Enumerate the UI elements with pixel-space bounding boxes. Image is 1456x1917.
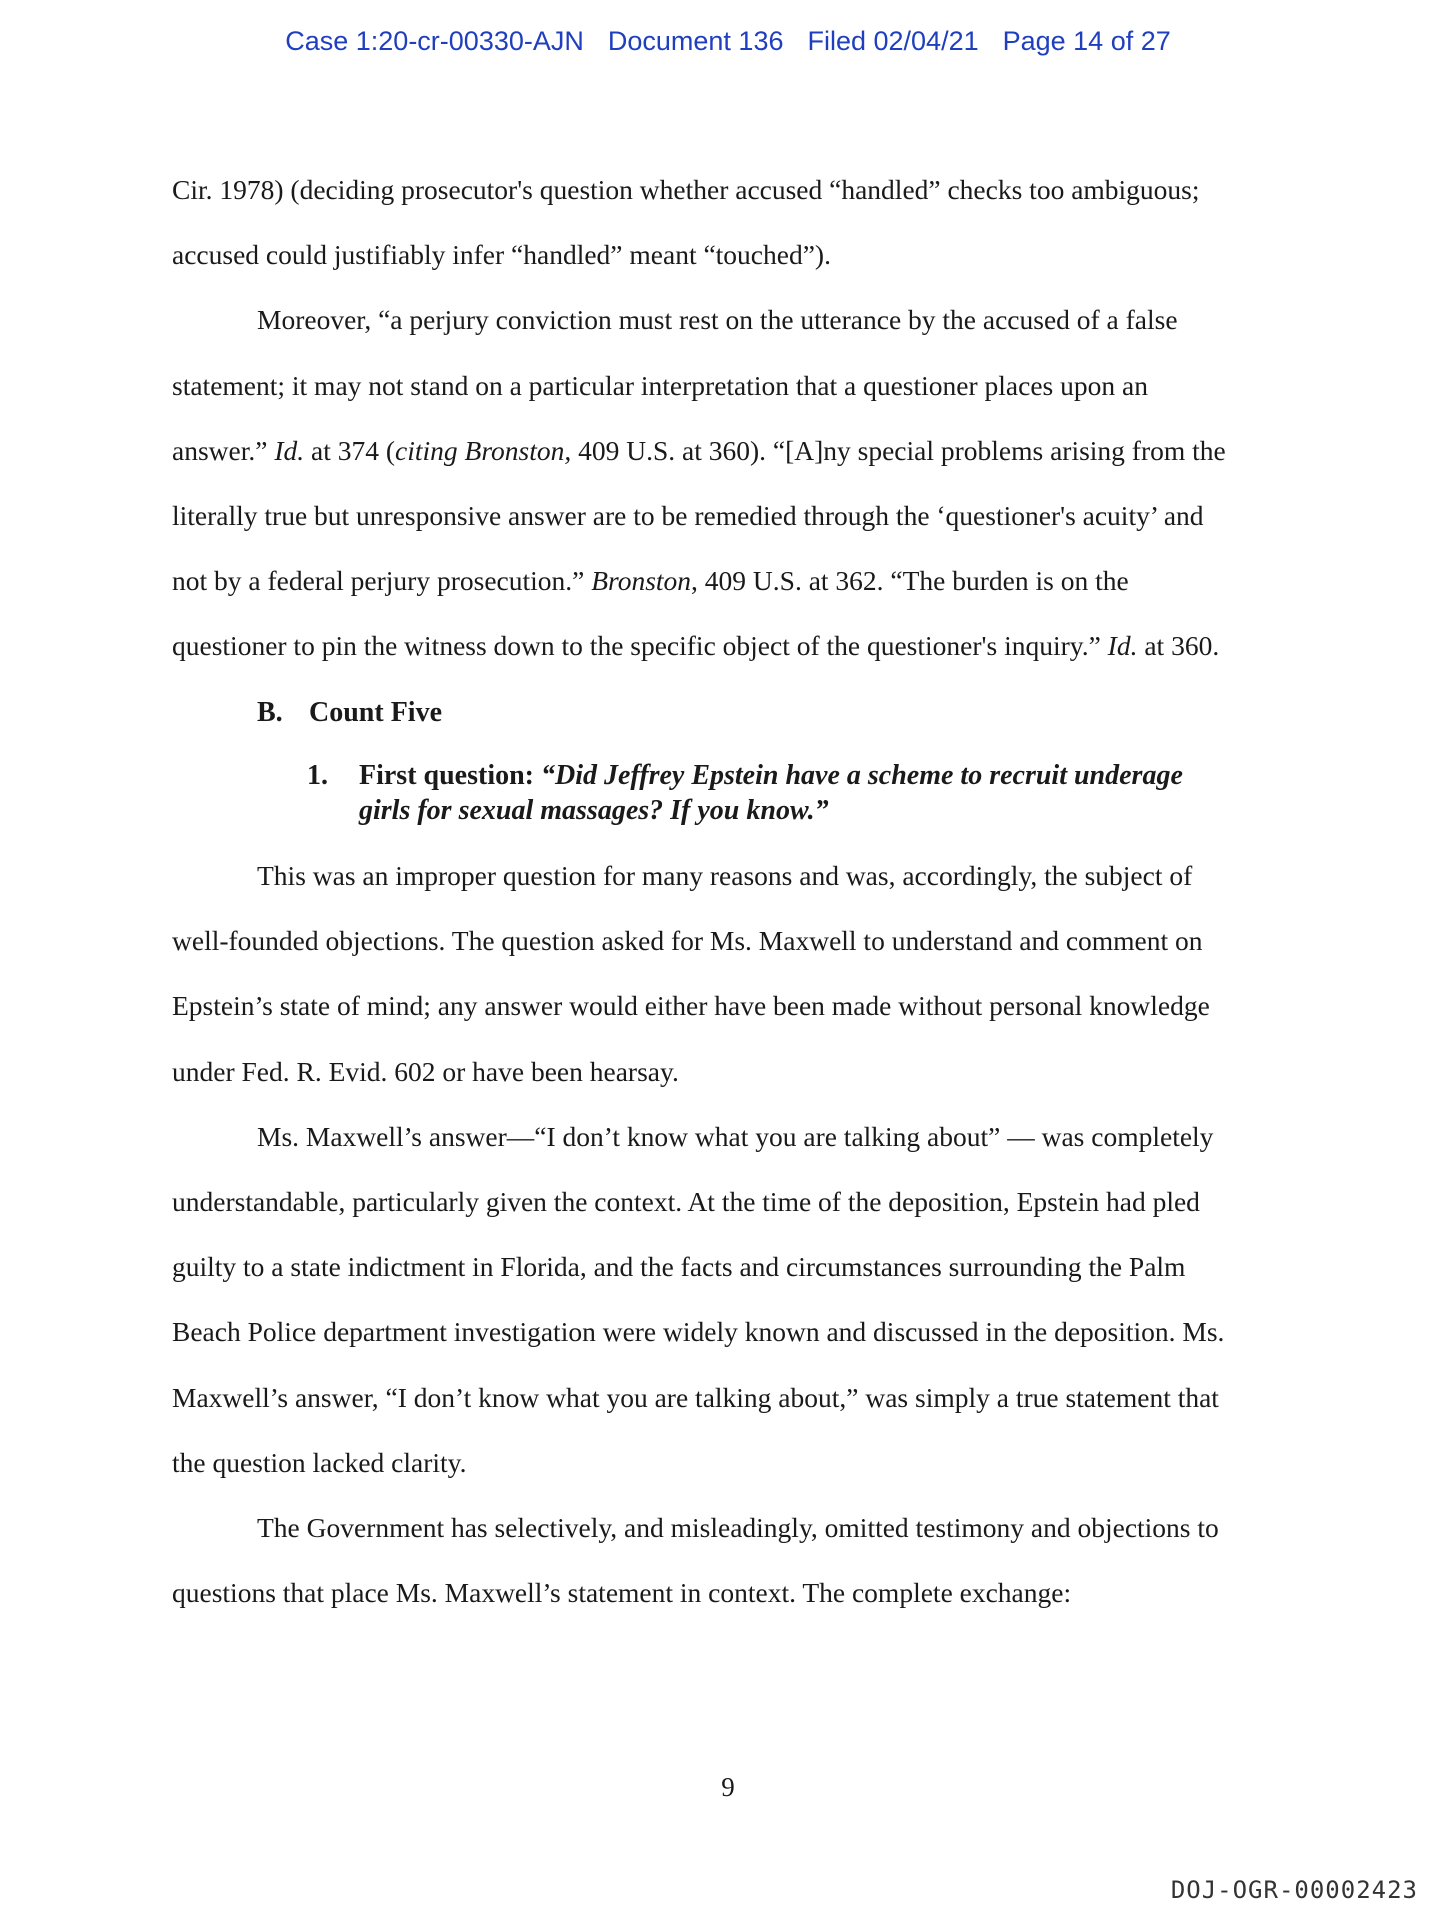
- para3-line1: This was an improper question for many reasons and was, accordingly, the subject of: [257, 860, 1193, 891]
- para2-line1: Moreover, “a perjury conviction must rest on the utterance by the accused of a false: [257, 304, 1178, 335]
- subsection-number: 1.: [307, 760, 328, 791]
- para5-line1: The Government has selectively, and misleadingly, omitted testimony and objections to: [257, 1512, 1219, 1543]
- para4-line3: guilty to a state indictment in Florida, and the facts and circumstances surrounding the Palm: [172, 1251, 1186, 1282]
- subsection-label: First question:: [359, 760, 541, 791]
- para3-line3: Epstein’s state of mind; any answer would either have been made without personal knowledge: [172, 990, 1210, 1021]
- subsection-quote-line1: “Did Jeffrey Epstein have a scheme to recruit underage: [541, 760, 1183, 791]
- para2-line2: statement; it may not stand on a particular interpretation that a questioner places upon an: [172, 370, 1148, 401]
- para5-line2: questions that place Ms. Maxwell’s statement in context. The complete exchange:: [172, 1577, 1072, 1608]
- case-header: [0, 26, 1456, 57]
- text-run: , 409 U.S. at 362. “The burden is on the: [691, 565, 1129, 596]
- citation-bronston: citing Bronston,: [395, 435, 572, 466]
- text-run: questioner to pin the witness down to the specific object of the questioner's inquiry.”: [172, 630, 1108, 661]
- para2-line6: [172, 632, 1219, 660]
- para4-line1: Ms. Maxwell’s answer—“I don’t know what you are talking about” — was completely: [257, 1121, 1214, 1152]
- para4-line6: the question lacked clarity.: [172, 1447, 467, 1478]
- para4-line5: Maxwell’s answer, “I don’t know what you are talking about,” was simply a true statement that: [172, 1382, 1219, 1413]
- para1-line2: accused could justifiably infer “handled” meant “touched”).: [172, 239, 831, 270]
- section-number: B.: [257, 697, 283, 728]
- case-number: Case 1:20-cr-00330-AJN: [285, 26, 584, 56]
- para2-line3: [172, 437, 1226, 465]
- citation-id: Id.: [274, 435, 305, 466]
- subsection-quote-line2: girls for sexual massages? If you know.”: [359, 795, 829, 826]
- para2-line4: literally true but unresponsive answer are to be remedied through the ‘questioner's acuity’ and: [172, 500, 1204, 531]
- text-run: 409 U.S. at 360). “[A]ny special problems arising from the: [571, 435, 1226, 466]
- bates-number: DOJ-OGR-00002423: [1170, 1876, 1418, 1904]
- text-run: answer.”: [172, 435, 275, 466]
- text-run: not by a federal perjury prosecution.”: [172, 565, 592, 596]
- para3-line2: well-founded objections. The question asked for Ms. Maxwell to understand and comment on: [172, 925, 1203, 956]
- page-number: 9: [721, 1772, 735, 1802]
- section-heading-b: [257, 697, 442, 729]
- text-run: at 360.: [1137, 630, 1220, 661]
- para3-line4: under Fed. R. Evid. 602 or have been hearsay.: [172, 1056, 679, 1087]
- document-number: Document 136: [607, 26, 784, 56]
- para4-line2: understandable, particularly given the context. At the time of the deposition, Epstein had pled: [172, 1186, 1200, 1217]
- filed-date: Filed 02/04/21: [807, 26, 979, 56]
- section-title: Count Five: [309, 697, 442, 728]
- citation-id: Id.: [1107, 630, 1138, 661]
- text-run: at 374 (: [304, 435, 396, 466]
- para4-line4: Beach Police department investigation were widely known and discussed in the deposition. Ms.: [172, 1316, 1225, 1347]
- para1-line1: Cir. 1978) (deciding prosecutor's question whether accused “handled” checks too ambiguous;: [172, 174, 1200, 205]
- subsection-heading-1: [307, 762, 1183, 790]
- citation-bronston: Bronston: [591, 565, 692, 596]
- page-indicator: Page 14 of 27: [1002, 26, 1171, 56]
- para2-line5: [172, 567, 1129, 595]
